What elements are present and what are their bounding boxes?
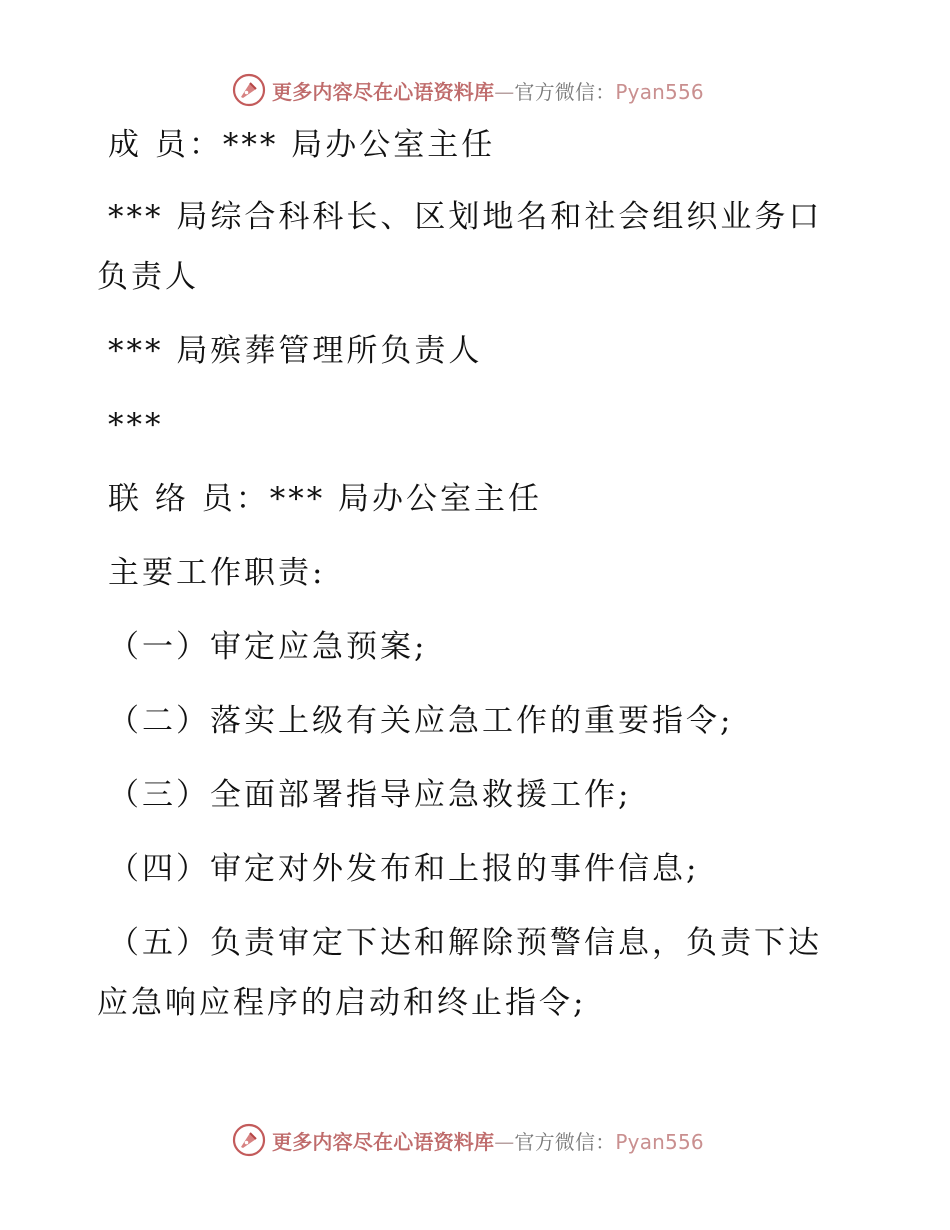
member-line-continued: 负责人: [97, 259, 199, 295]
section-title: 主要工作职责:: [108, 555, 326, 591]
watermark-dash: —: [494, 79, 515, 104]
watermark-brand: 更多内容尽在心语资料库: [272, 79, 495, 104]
watermark-wechat-account: Pyan556: [615, 1129, 704, 1154]
member-line: 成 员：*** 局办公室主任: [108, 127, 496, 163]
member-line: *** 局综合科科长、区划地名和社会组织业务口: [108, 199, 823, 235]
duty-item: （四）审定对外发布和上报的事件信息;: [108, 851, 700, 887]
watermark-dash: —: [494, 1129, 515, 1154]
watermark-brand: 更多内容尽在心语资料库: [272, 1129, 495, 1154]
member-line: *** 局殡葬管理所负责人: [108, 333, 483, 369]
duty-item: （二）落实上级有关应急工作的重要指令;: [108, 703, 734, 739]
watermark-text: [272, 1126, 704, 1155]
duty-item: （一）审定应急预案;: [108, 629, 428, 665]
pen-logo-icon: [232, 1123, 266, 1157]
duty-item-continued: 应急响应程序的启动和终止指令;: [97, 985, 587, 1021]
duty-item: （三）全面部署指导应急救援工作;: [108, 777, 632, 813]
watermark-wechat-account: Pyan556: [615, 79, 704, 104]
duty-item: （五）负责审定下达和解除预警信息，负责下达: [108, 925, 822, 961]
watermark-wechat-label: 官方微信：: [514, 79, 616, 104]
member-line: ***: [108, 407, 164, 443]
footer-watermark-banner: [232, 1120, 704, 1160]
watermark-wechat-label: 官方微信：: [514, 1129, 616, 1154]
liaison-line: 联 络 员：*** 局办公室主任: [108, 481, 543, 517]
